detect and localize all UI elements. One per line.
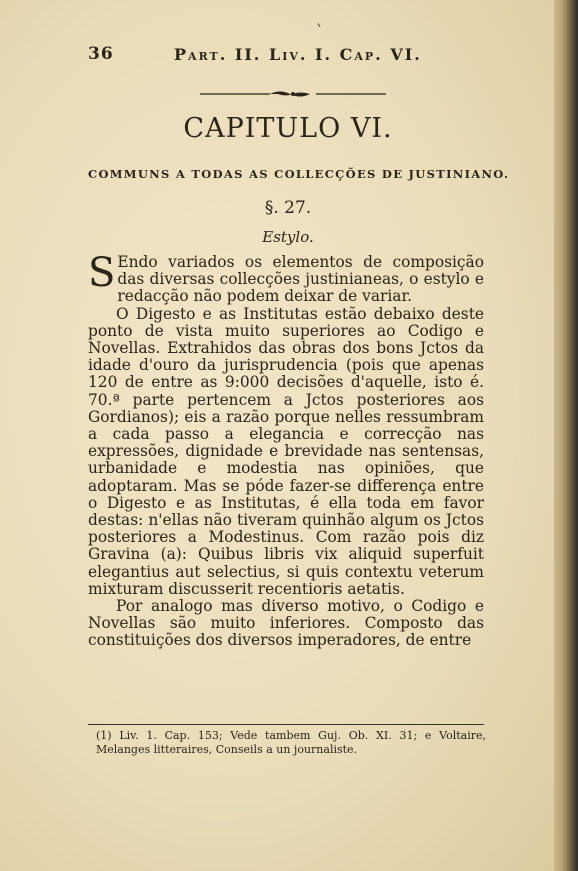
ink-mark [317, 21, 323, 27]
running-head: Part. II. Liv. I. Cap. VI. [174, 45, 422, 64]
paragraph-1 [88, 250, 484, 306]
paragraph-1-text: Endo variados os elementos de composição das diversas collecções justinianeas, o estylo e redacção não podem deixar de variar. [117, 253, 484, 306]
footnote-divider [88, 724, 484, 725]
page-edge [554, 0, 578, 871]
section-number: §. 27. [264, 198, 312, 218]
chapter-subtitle: COMMUNS A TODAS AS COLLECÇÕES DE JUSTINIANO. [88, 167, 510, 181]
page-number: 36 [88, 44, 114, 64]
chapter-title: CAPITULO VI. [183, 113, 393, 144]
footnote: (1) Liv. 1. Cap. 153; Vede tambem Guj. Ob. XI. 31; e Voltaire, Melanges litteraires, Conseils a un journaliste. [96, 729, 486, 756]
ornamental-rule [200, 89, 386, 99]
paragraph-2: O Digesto e as Institutas estão debaixo deste ponto de vista muito superiores ao Codigo e Novellas. Extrahidos das obras dos bons Jctos da idade d'ouro da jurisprudencia (pois que apenas 120 de entre as 9:000 decisões d'aquelle, isto é. 70.ª parte pertencem a Jctos posteriores aos Gordianos); eis a razão porque nelles ressumbram a cada passo a elegancia e correcção nas expressões, dignidade e brevidade nas sentensas, urbanidade e modestia nas opiniões, que adoptaram. Mas se póde fazer-se differença entre o Digesto e as Institutas, é ella toda em favor destas: n'ellas não tiveram quinhão algum os Jctos posteriores a Modestinus. Com razão pois diz Gravina (a): Quibus libris vix aliquid superfuit elegantius aut selectius, si quis contextu veterum mixturam discusserit recentioris aetatis. [88, 304, 484, 598]
body-text [88, 250, 484, 650]
section-title: Estylo. [262, 228, 314, 246]
paragraph-3: Por analogo mas diverso motivo, o Codigo e Novellas são muito inferiores. Composto das constituições dos diversos imperadores, de entre [88, 597, 484, 650]
drop-cap: S [88, 250, 116, 296]
page-header [88, 44, 488, 70]
